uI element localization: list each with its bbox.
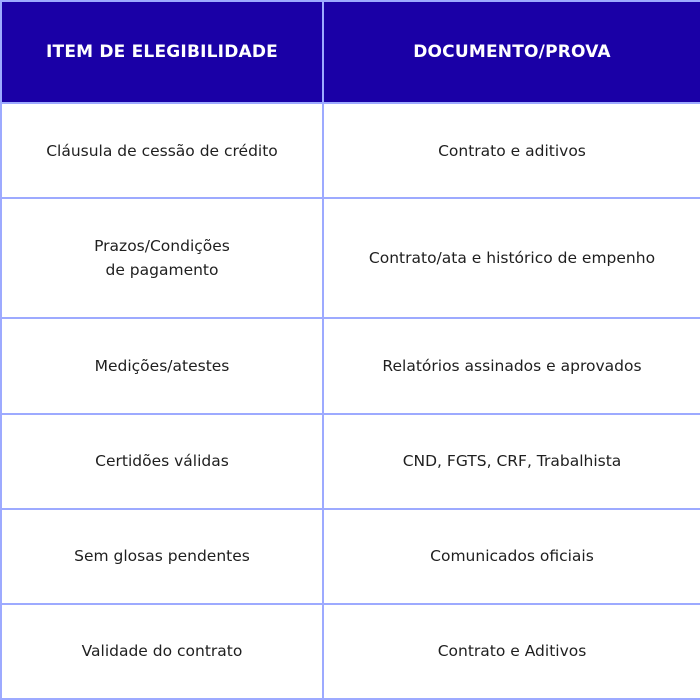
item-cell <box>1 318 323 413</box>
documento-cell: Comunicados oficiais <box>323 509 700 604</box>
table-row <box>1 318 700 413</box>
item-cell <box>1 198 323 318</box>
item-text-line-1: Prazos/Condições <box>94 237 230 256</box>
table-row <box>1 604 700 699</box>
item-cell <box>1 509 323 604</box>
item-text: Cláusula de cessão de crédito <box>46 141 278 160</box>
item-text: Sem glosas pendentes <box>74 547 250 566</box>
item-cell <box>1 604 323 699</box>
table-header-row <box>1 1 700 103</box>
documento-cell: Contrato/ata e histórico de empenho <box>323 198 700 318</box>
item-text: Medições/atestes <box>94 356 230 375</box>
table-row <box>1 198 700 318</box>
documento-cell: Contrato e aditivos <box>323 103 700 198</box>
table-row <box>1 414 700 509</box>
header-item: ITEM DE ELEGIBILIDADE <box>1 1 323 103</box>
table-row <box>1 509 700 604</box>
item-text: Certidões válidas <box>95 452 229 471</box>
item-cell <box>1 103 323 198</box>
item-cell <box>1 414 323 509</box>
header-documento: DOCUMENTO/PROVA <box>323 1 700 103</box>
documento-cell: Relatórios assinados e aprovados <box>323 318 700 413</box>
documento-cell: CND, FGTS, CRF, Trabalhista <box>323 414 700 509</box>
table-row <box>1 103 700 198</box>
documento-cell: Contrato e Aditivos <box>323 604 700 699</box>
item-text: Validade do contrato <box>81 642 243 661</box>
item-text-line-2: de pagamento <box>105 261 219 280</box>
